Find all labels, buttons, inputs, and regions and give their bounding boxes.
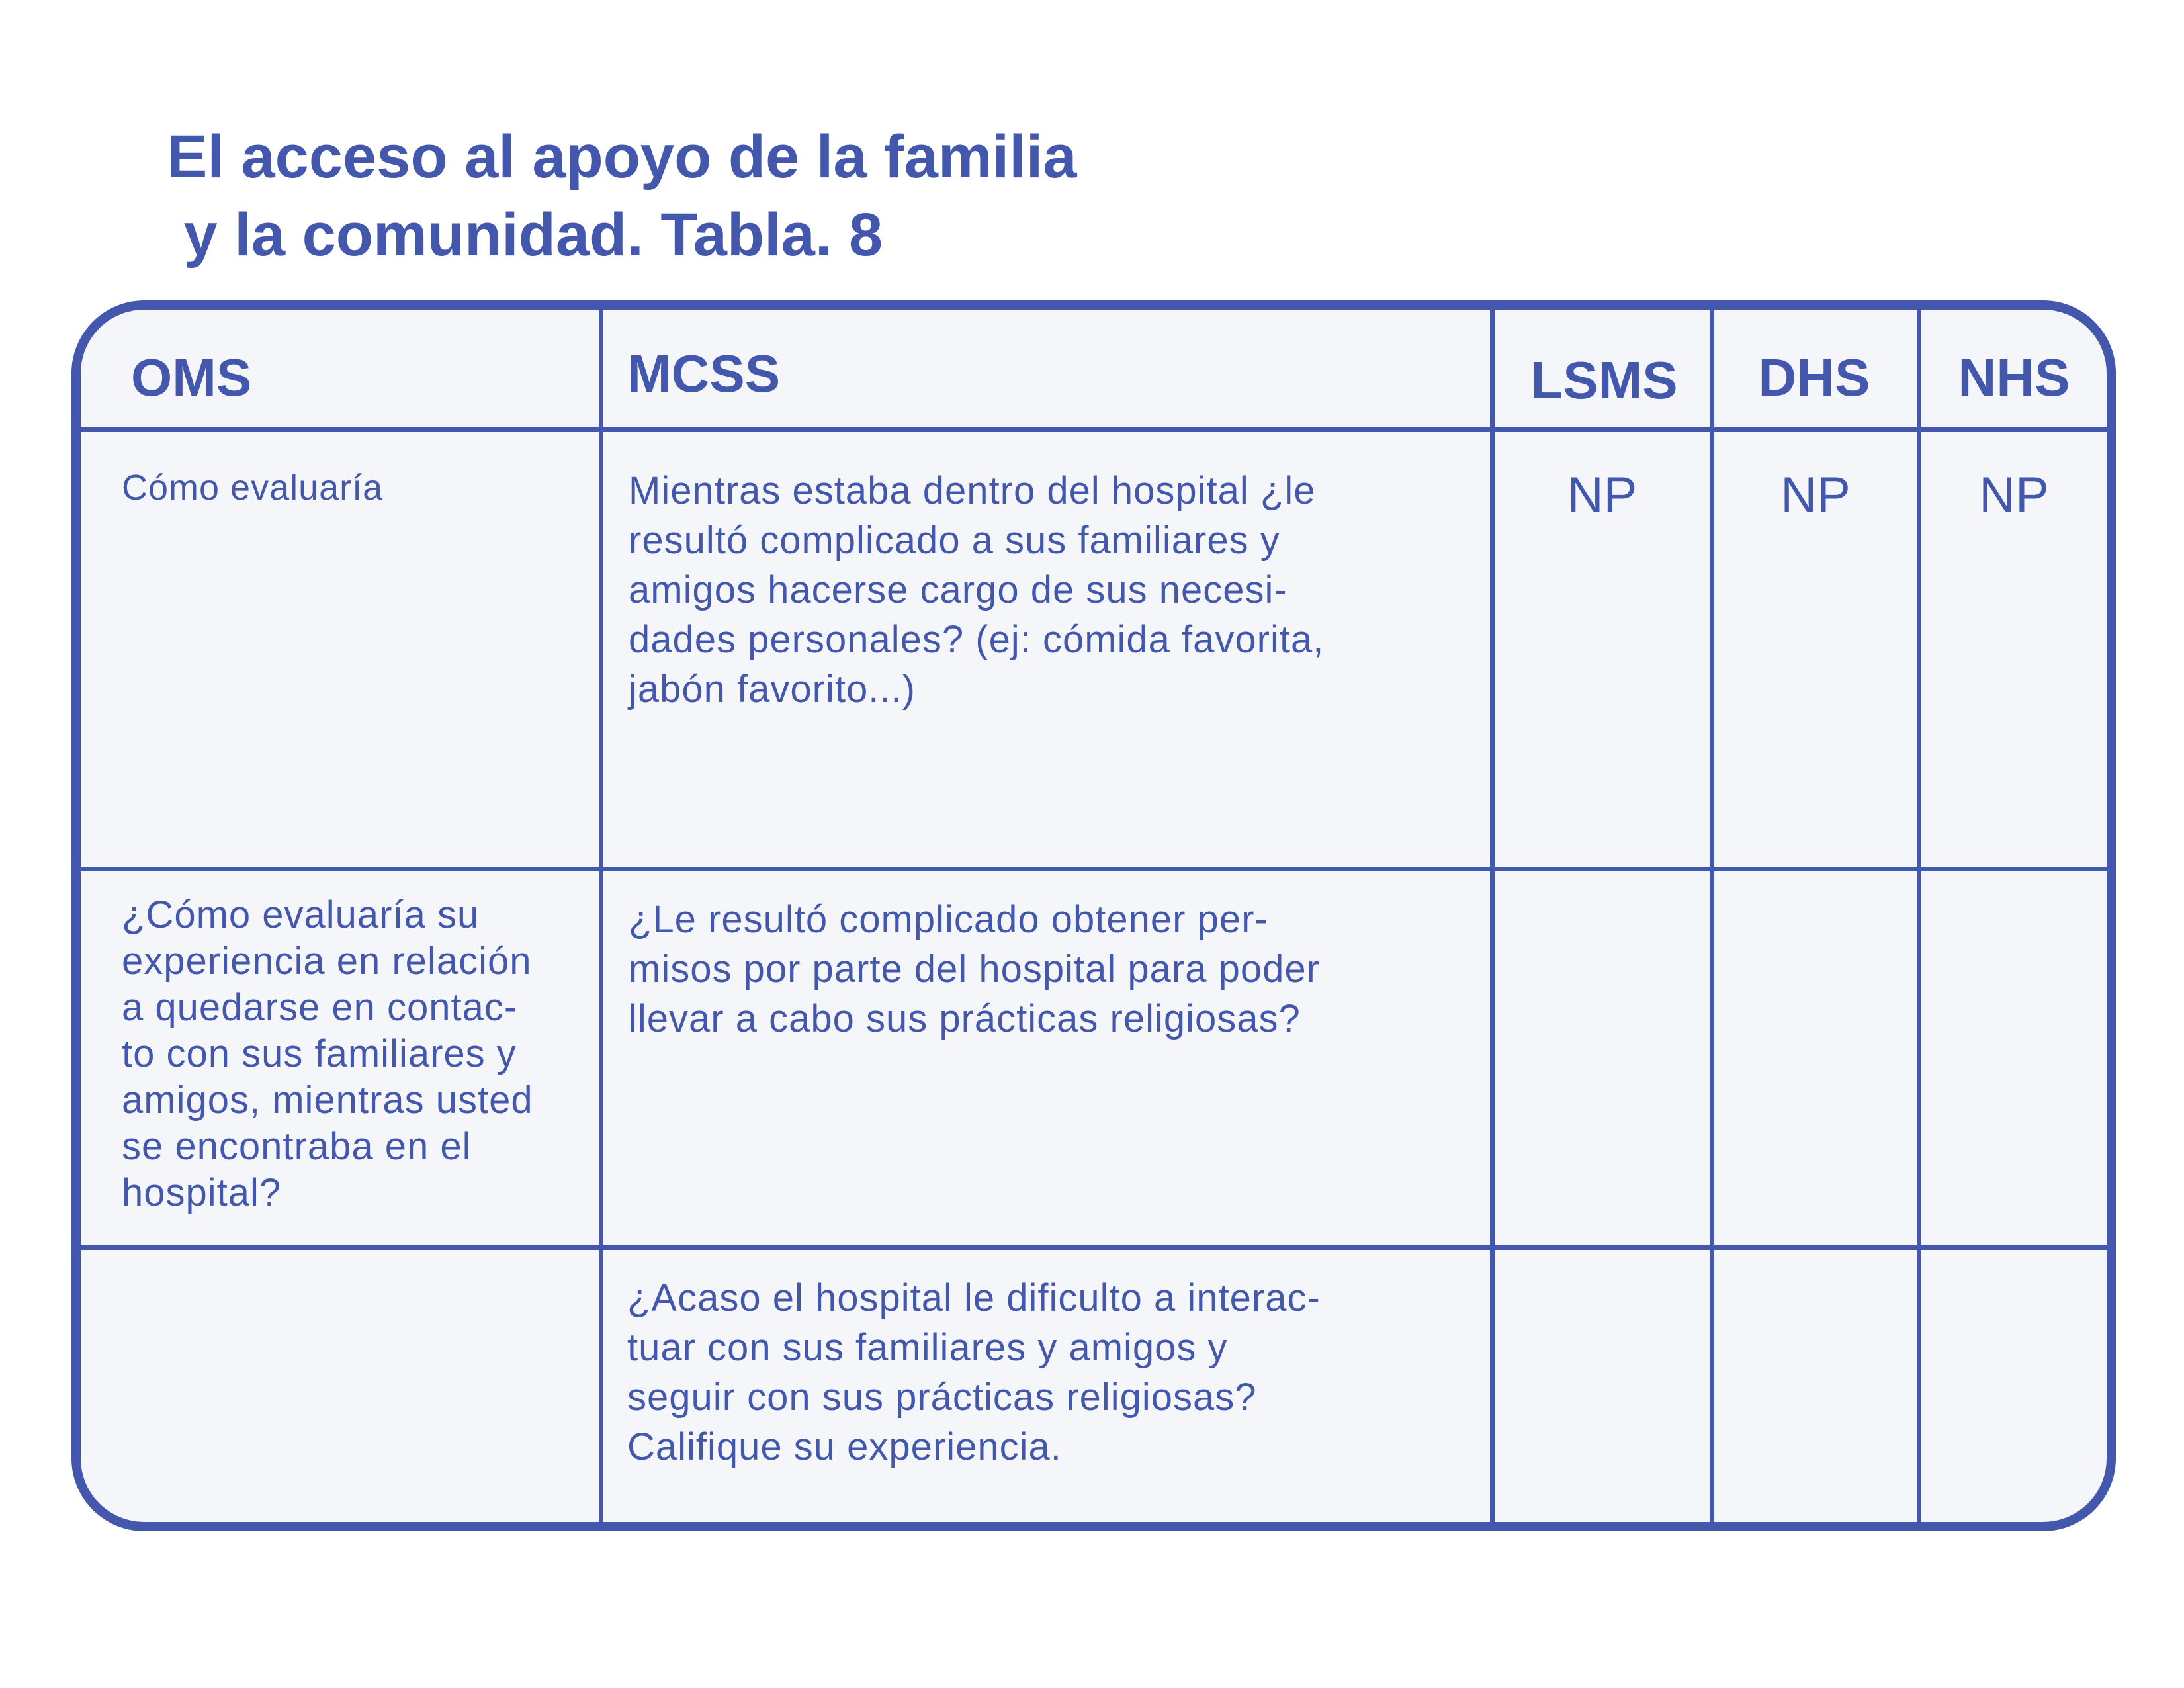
header-nhs: NHS bbox=[1958, 348, 2070, 407]
row2-mcss: ¿Le resultó complicado obtener per- misos por parte del hospital para poder llevar a cabo sus prácticas religiosas? bbox=[629, 898, 1320, 1040]
header-oms: OMS bbox=[131, 348, 252, 407]
table-grid bbox=[81, 310, 2107, 1522]
column-divider bbox=[599, 310, 603, 1522]
row1-nhs: NP bbox=[1979, 467, 2049, 523]
row1-lsms: NP bbox=[1567, 467, 1638, 523]
comparison-table bbox=[71, 300, 2116, 1531]
header-mcss: MCSS bbox=[627, 344, 781, 403]
column-divider bbox=[1917, 310, 1921, 1522]
row1-mcss: Mientras estaba dentro del hospital ¿le resultó complicado a sus familiares y amigos hacerse cargo de sus necesi- dades personales? (ej: cómida favorita, jabón favorito...) bbox=[629, 469, 1325, 711]
row3-mcss: ¿Acaso el hospital le dificulto a interac- tuar con sus familiares y amigos y seguir con sus prácticas religiosas? Califique su experiencia. bbox=[627, 1276, 1321, 1468]
header-lsms: LSMS bbox=[1530, 351, 1678, 410]
column-divider bbox=[1710, 310, 1714, 1522]
row1-dhs: NP bbox=[1780, 467, 1851, 523]
row-divider bbox=[81, 427, 2107, 432]
row-divider bbox=[81, 1245, 2107, 1250]
page-title: El acceso al apoyo de la familia y la comunidad. Tabla. 8 bbox=[167, 123, 1077, 269]
row1-oms: Cómo evaluaría bbox=[122, 468, 384, 508]
row-divider bbox=[81, 867, 2107, 871]
header-dhs: DHS bbox=[1758, 348, 1870, 407]
row2-oms: ¿Cómo evaluaría su experiencia en relación a quedarse en contac- to con sus familiares y amigos, mientras usted se encontraba en el hospital? bbox=[122, 893, 533, 1214]
column-divider bbox=[1490, 310, 1495, 1522]
